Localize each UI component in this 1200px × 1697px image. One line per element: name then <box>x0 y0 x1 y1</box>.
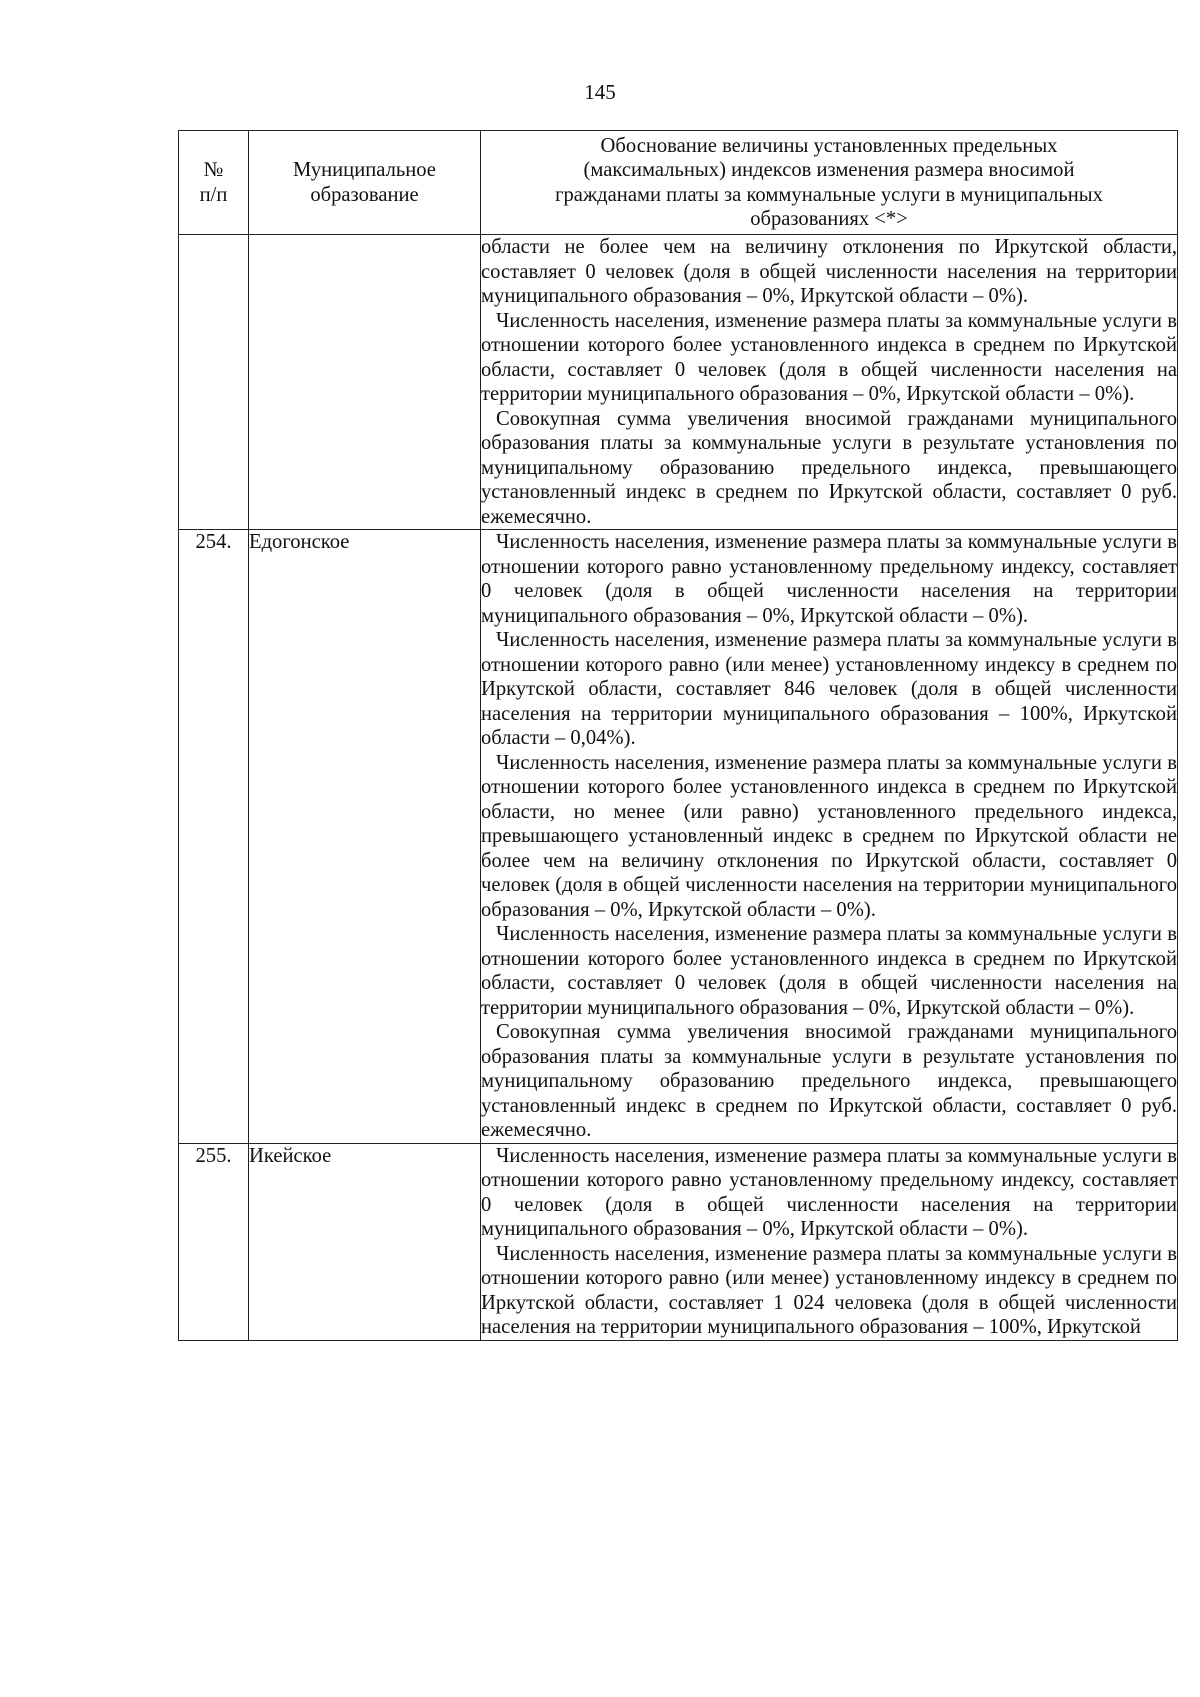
justification-paragraph: Численность населения, изменение размера платы за коммунальные услуги в отношении которого равно (или менее) установленному индексу в среднем по Иркутской области, составляет 846 человек (доля в общей численности населения на территории муниципального образования – 100%, Иркутской области – 0,04%). <box>481 629 1177 749</box>
row-number <box>179 235 249 530</box>
header-municipality-line: Муниципальное <box>293 159 436 181</box>
header-justification-line: Обоснование величины установленных предельных <box>600 134 1058 157</box>
justification-paragraph: Численность населения, изменение размера платы за коммунальные услуги в отношении которого равно (или менее) установленному индексу в среднем по Иркутской области, составляет 1 024 человека (доля в общей численности населения на территории муниципального образования – 100%, Иркутской <box>481 1242 1177 1338</box>
table-row <box>179 235 1178 530</box>
row-justification <box>481 235 1178 530</box>
page-number: 145 <box>584 80 616 104</box>
header-number-line: п/п <box>199 183 228 206</box>
table-row <box>179 1143 1178 1340</box>
header-justification-line: (максимальных) индексов изменения размера вносимой <box>583 159 1075 182</box>
justification-paragraph: области не более чем на величину отклонения по Иркутской области, составляет 0 человек (доля в общей численности населения на территории муниципального образования – 0%, Иркутской области – 0%). <box>481 236 1177 307</box>
justification-paragraph: Совокупная сумма увеличения вносимой гражданами муниципального образования платы за коммунальные услуги в результате установления по муниципальному образованию предельного индекса, превышающего установленный индекс в среднем по Иркутской области, составляет 0 руб. ежемесячно. <box>481 1021 1177 1141</box>
municipal-index-table <box>178 130 1178 1341</box>
row-justification <box>481 530 1178 1144</box>
header-municipality-line: образование <box>310 183 419 206</box>
row-municipality: Едогонское <box>249 530 481 1144</box>
row-municipality: Икейское <box>249 1143 481 1340</box>
header-justification-line: гражданами платы за коммунальные услуги в муниципальных <box>555 183 1103 206</box>
justification-paragraph: Численность населения, изменение размера платы за коммунальные услуги в отношении которого более установленного индекса в среднем по Иркутской области, составляет 0 человек (доля в общей численности населения на территории муниципального образования – 0%, Иркутской области – 0%). <box>481 923 1177 1019</box>
justification-paragraph: Численность населения, изменение размера платы за коммунальные услуги в отношении которого равно установленному предельному индексу, составляет 0 человек (доля в общей численности населения на территории муниципального образования – 0%, Иркутской области – 0%). <box>481 1144 1177 1240</box>
header-number <box>179 131 249 235</box>
header-justification-line: образованиях <*> <box>750 207 908 230</box>
justification-paragraph: Численность населения, изменение размера платы за коммунальные услуги в отношении которого равно установленному предельному индексу, составляет 0 человек (доля в общей численности населения на территории муниципального образования – 0%, Иркутской области – 0%). <box>481 531 1177 627</box>
justification-paragraph: Численность населения, изменение размера платы за коммунальные услуги в отношении которого более установленного индекса в среднем по Иркутской области, составляет 0 человек (доля в общей численности населения на территории муниципального образования – 0%, Иркутской области – 0%). <box>481 309 1177 405</box>
table-header-row <box>179 131 1178 235</box>
row-municipality <box>249 235 481 530</box>
justification-paragraph: Численность населения, изменение размера платы за коммунальные услуги в отношении которого более установленного индекса в среднем по Иркутской области, но менее (или равно) установленного предельного индекса, превышающего установленный индекс в среднем по Иркутской области не более чем на величину отклонения по Иркутской области, составляет 0 человек (доля в общей численности населения на территории муниципального образования – 0%, Иркутской области – 0%). <box>481 751 1177 921</box>
header-number-line: № <box>203 159 224 181</box>
row-number: 255. <box>179 1143 249 1340</box>
row-justification <box>481 1143 1178 1340</box>
row-number: 254. <box>179 530 249 1144</box>
header-municipality <box>249 131 481 235</box>
header-justification <box>481 131 1178 235</box>
table-row <box>179 530 1178 1144</box>
justification-paragraph: Совокупная сумма увеличения вносимой гражданами муниципального образования платы за коммунальные услуги в результате установления по муниципальному образованию предельного индекса, превышающего установленный индекс в среднем по Иркутской области, составляет 0 руб. ежемесячно. <box>481 407 1177 528</box>
